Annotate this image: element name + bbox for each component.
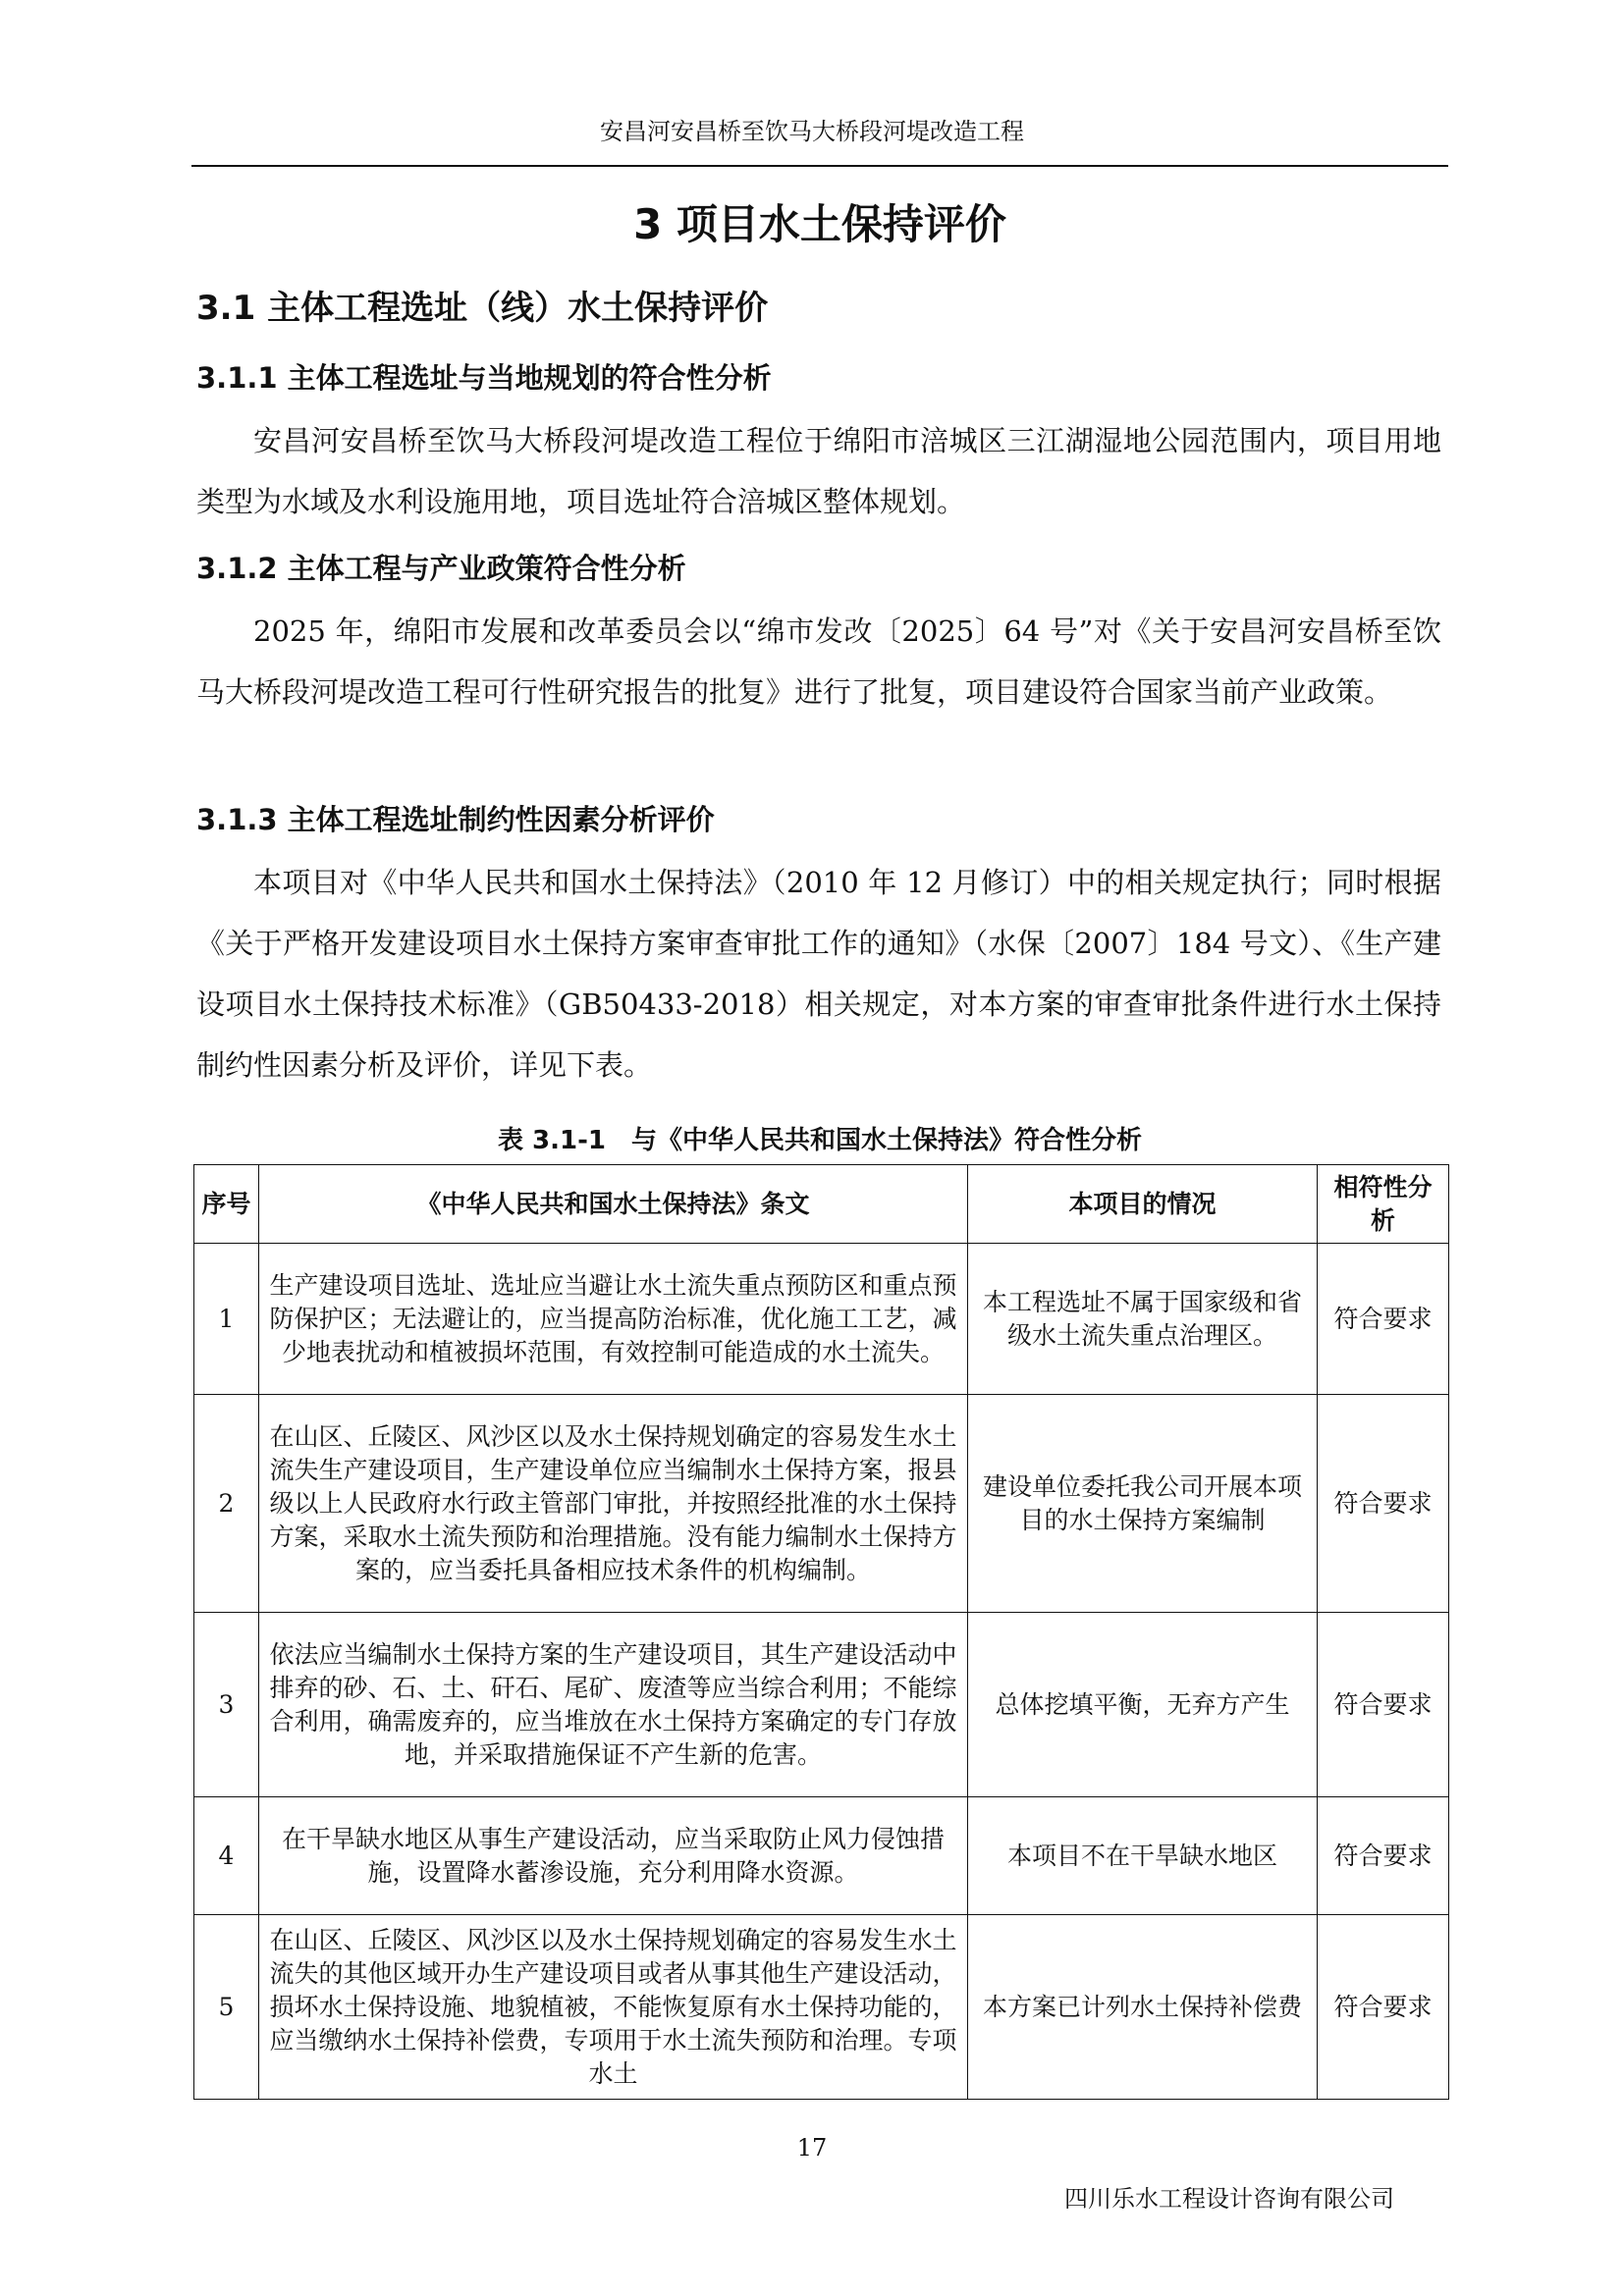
row-result: 符合要求 <box>1318 1915 1449 2100</box>
paragraph-3-1-1: 安昌河安昌桥至饮马大桥段河堤改造工程位于绵阳市涪城区三江湖湿地公园范围内，项目用地类型为水域及水利设施用地，项目选址符合涪城区整体规划。 <box>196 424 1441 518</box>
header-rule <box>191 165 1448 167</box>
row-situation: 总体挖填平衡，无弃方产生 <box>968 1613 1318 1797</box>
subsection-title-3-1-1: 3.1.1 主体工程选址与当地规划的符合性分析 <box>196 361 772 395</box>
section-title: 3.1 主体工程选址（线）水土保持评价 <box>196 289 769 328</box>
row-situation: 建设单位委托我公司开展本项目的水土保持方案编制 <box>968 1395 1318 1613</box>
row-clause: 在山区、丘陵区、风沙区以及水土保持规划确定的容易发生水土流失的其他区域开办生产建设项目或者从事其他生产建设活动，损坏水土保持设施、地貌植被，不能恢复原有水土保持功能的，应当缴纳水土保持补偿费，专项用于水土流失预防和治理。专项水土 <box>259 1915 968 2100</box>
header-result: 相符性分析 <box>1318 1165 1449 1244</box>
row-result: 符合要求 <box>1318 1395 1449 1613</box>
row-clause: 在干旱缺水地区从事生产建设活动，应当采取防止风力侵蚀措施，设置降水蓄渗设施，充分利用降水资源。 <box>259 1797 968 1915</box>
row-no: 4 <box>194 1797 259 1915</box>
chapter-title: 3 项目水土保持评价 <box>633 200 1006 248</box>
table-caption: 表 3.1-1 与《中华人民共和国水土保持法》符合性分析 <box>498 1126 1142 1155</box>
row-result: 符合要求 <box>1318 1797 1449 1915</box>
subsection-title-3-1-3: 3.1.3 主体工程选址制约性因素分析评价 <box>196 803 715 836</box>
row-situation: 本方案已计列水土保持补偿费 <box>968 1915 1318 2100</box>
subsection-title-3-1-2: 3.1.2 主体工程与产业政策符合性分析 <box>196 552 686 585</box>
header-no: 序号 <box>194 1165 259 1244</box>
running-header: 安昌河安昌桥至饮马大桥段河堤改造工程 <box>600 118 1024 145</box>
row-no: 5 <box>194 1915 259 2100</box>
row-no: 1 <box>194 1244 259 1395</box>
table-row <box>194 1395 1449 1613</box>
row-situation: 本工程选址不属于国家级和省级水土流失重点治理区。 <box>968 1244 1318 1395</box>
table-row <box>194 1915 1449 2100</box>
row-result: 符合要求 <box>1318 1244 1449 1395</box>
row-clause: 生产建设项目选址、选址应当避让水土流失重点预防区和重点预防保护区；无法避让的，应当提高防治标准，优化施工工艺，减少地表扰动和植被损坏范围，有效控制可能造成的水土流失。 <box>259 1244 968 1395</box>
header-situation: 本项目的情况 <box>968 1165 1318 1244</box>
compliance-table <box>193 1164 1449 2100</box>
row-clause: 在山区、丘陵区、风沙区以及水土保持规划确定的容易发生水土流失生产建设项目，生产建设单位应当编制水土保持方案，报县级以上人民政府水行政主管部门审批，并按照经批准的水土保持方案，采取水土流失预防和治理措施。没有能力编制水土保持方案的，应当委托具备相应技术条件的机构编制。 <box>259 1395 968 1613</box>
row-situation: 本项目不在干旱缺水地区 <box>968 1797 1318 1915</box>
page-number: 17 <box>796 2134 828 2162</box>
footer-company: 四川乐水工程设计咨询有限公司 <box>1064 2185 1394 2213</box>
table-row <box>194 1613 1449 1797</box>
table-row <box>194 1244 1449 1395</box>
row-no: 2 <box>194 1395 259 1613</box>
paragraph-3-1-2: 2025 年，绵阳市发展和改革委员会以“绵市发改〔2025〕64 号”对《关于安昌河安昌桥至饮马大桥段河堤改造工程可行性研究报告的批复》进行了批复，项目建设符合国家当前产业政策。 <box>196 614 1441 709</box>
table-header-row <box>194 1165 1449 1244</box>
paragraph-3-1-3: 本项目对《中华人民共和国水土保持法》（2010 年 12 月修订）中的相关规定执行；同时根据《关于严格开发建设项目水土保持方案审查审批工作的通知》（水保〔2007〕184 号文）、《生产建设项目水土保持技术标准》（GB50433-2018）相关规定，对本方案的审查审批条件进行水土保持制约性因素分析及评价，详见下表。 <box>196 866 1441 1082</box>
header-clause: 《中华人民共和国水土保持法》条文 <box>259 1165 968 1244</box>
row-no: 3 <box>194 1613 259 1797</box>
row-clause: 依法应当编制水土保持方案的生产建设项目，其生产建设活动中排弃的砂、石、土、矸石、尾矿、废渣等应当综合利用；不能综合利用，确需废弃的，应当堆放在水土保持方案确定的专门存放地，并采取措施保证不产生新的危害。 <box>259 1613 968 1797</box>
row-result: 符合要求 <box>1318 1613 1449 1797</box>
table-row <box>194 1797 1449 1915</box>
